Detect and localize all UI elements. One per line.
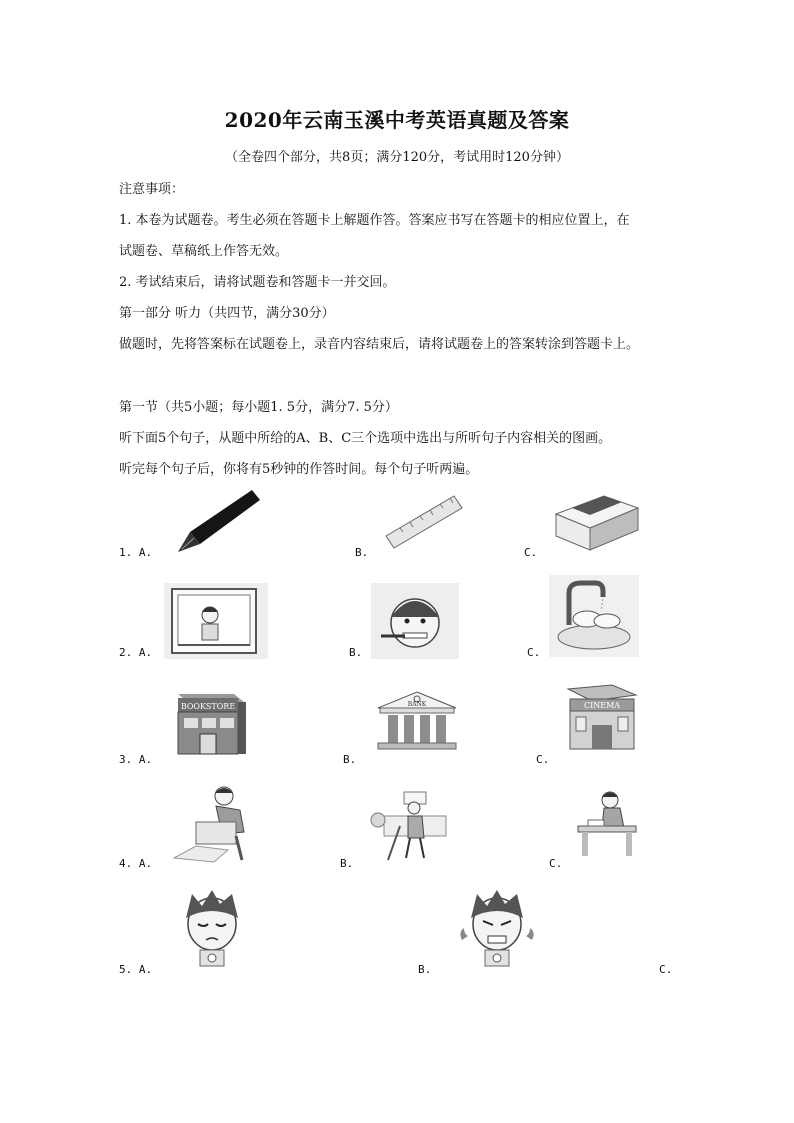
- boy-at-window-picture: [164, 583, 268, 659]
- bank-sign: BANK: [407, 701, 427, 708]
- sad-boy-picture: [176, 888, 248, 970]
- section-1-heading: 第一节（共5小题；每小题1. 5分，满分7. 5分）: [119, 400, 398, 415]
- q2-option-b-label: B.: [349, 646, 363, 659]
- angry-boy-picture: [456, 888, 538, 970]
- part-1-heading: 第一部分 听力（共四节，满分30分）: [119, 306, 335, 321]
- notice-item-1: 1. 本卷为试题卷。考生必须在答题卡上解题作答。答案应书写在答题卡的相应位置上，在: [119, 213, 630, 228]
- part-1-instructions: 做题时，先将答案标在试题卷上，录音内容结束后，请将试题卷上的答案转涂到答题卡上。: [119, 337, 640, 352]
- q3-option-b-label: B.: [343, 753, 357, 766]
- washing-hands-picture: [549, 575, 639, 657]
- q1-option-c-label: C.: [524, 546, 538, 559]
- boy-at-desk-picture: [574, 786, 644, 860]
- q4-option-c-label: C.: [549, 857, 563, 870]
- fountain-pen-picture: [168, 486, 262, 554]
- boy-sweeping-picture: [366, 786, 456, 866]
- notice-heading: 注意事项：: [119, 182, 185, 197]
- q5-option-b-label: B.: [418, 963, 432, 976]
- q4-option-a-label: 4. A.: [119, 857, 153, 870]
- cinema-picture: [566, 683, 638, 753]
- notice-item-1-cont: 试题卷、草稿纸上作答无效。: [119, 244, 289, 259]
- q2-option-c-label: C.: [527, 646, 541, 659]
- exam-info: （全卷四个部分，共8页；满分120分，考试用时120分钟）: [225, 150, 569, 165]
- q1-option-a-label: 1. A.: [119, 546, 153, 559]
- q3-option-c-label: C.: [536, 753, 550, 766]
- bank-picture: [374, 688, 460, 754]
- cinema-sign: CINEMA: [583, 701, 621, 710]
- q5-option-c-label: C.: [659, 963, 673, 976]
- q3-option-a-label: 3. A.: [119, 753, 153, 766]
- ruler-picture: [384, 494, 464, 550]
- section-1-timing: 听完每个句子后，你将有5秒钟的作答时间。每个句子听两遍。: [119, 462, 479, 477]
- page-title: 2020年云南玉溪中考英语真题及答案: [224, 108, 570, 132]
- boy-brushing-teeth-picture: [371, 583, 459, 659]
- q2-option-a-label: 2. A.: [119, 646, 153, 659]
- bookstore-picture: [174, 688, 248, 758]
- q5-option-a-label: 5. A.: [119, 963, 153, 976]
- notice-item-2: 2. 考试结束后，请将试题卷和答题卡一并交回。: [119, 275, 396, 290]
- q1-option-b-label: B.: [355, 546, 369, 559]
- bookstore-sign: BOOKSTORE: [180, 702, 236, 711]
- section-1-instructions: 听下面5个句子，从题中所给的A、B、C三个选项中选出与所听句子内容相关的图画。: [119, 431, 612, 446]
- q4-option-b-label: B.: [340, 857, 354, 870]
- eraser-picture: [546, 488, 646, 556]
- boy-cleaning-floor-picture: [170, 780, 262, 864]
